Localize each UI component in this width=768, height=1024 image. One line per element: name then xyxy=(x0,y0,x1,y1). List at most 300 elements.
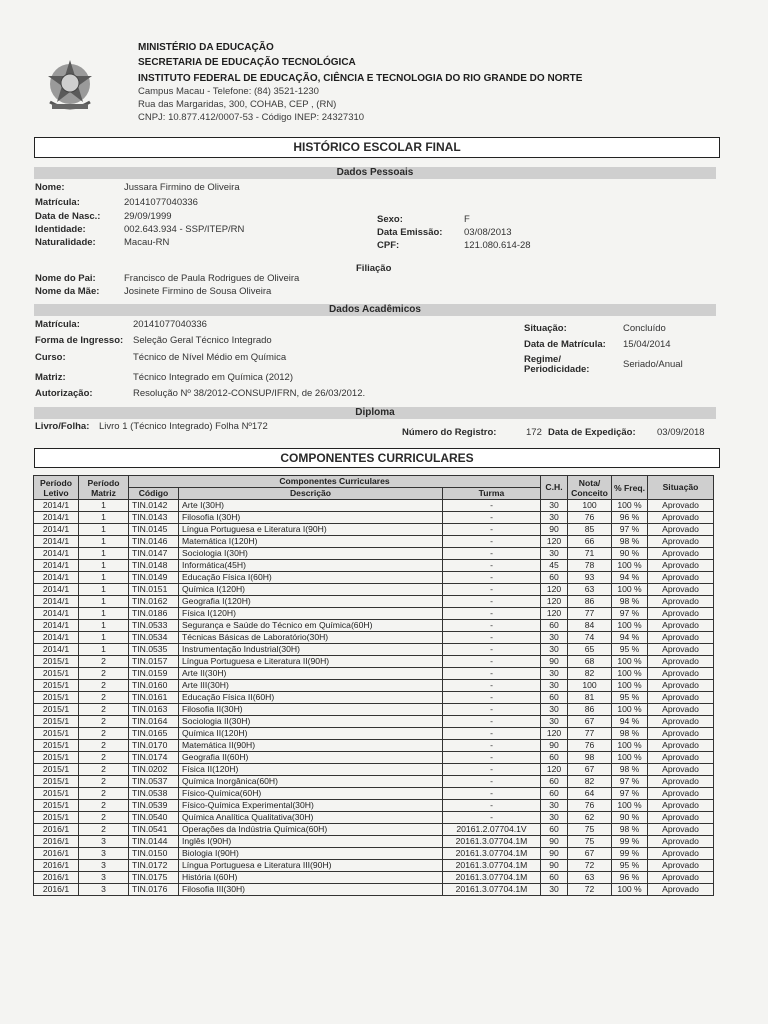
mother-label: Nome da Mãe: xyxy=(35,286,100,297)
turma-cell: - xyxy=(443,764,541,776)
descricao-cell: Técnicas Básicas de Laboratório(30H) xyxy=(179,632,443,644)
codigo-cell: TIN.0162 xyxy=(129,596,179,608)
situacao-cell: Aprovado xyxy=(648,836,714,848)
turma-cell: - xyxy=(443,740,541,752)
turma-cell: - xyxy=(443,572,541,584)
periodo-matriz-cell: 1 xyxy=(79,608,129,620)
table-row xyxy=(34,800,714,812)
entry-form-label: Forma de Ingresso: xyxy=(35,335,124,346)
nota-cell: 84 xyxy=(568,620,612,632)
nota-cell: 75 xyxy=(568,836,612,848)
table-row xyxy=(34,560,714,572)
codigo-cell: TIN.0202 xyxy=(129,764,179,776)
table-row xyxy=(34,752,714,764)
table-row xyxy=(34,524,714,536)
nota-cell: 62 xyxy=(568,812,612,824)
periodo-matriz-cell: 2 xyxy=(79,680,129,692)
periodo-matriz-cell: 2 xyxy=(79,692,129,704)
father-label: Nome do Pai: xyxy=(35,273,96,284)
codigo-cell: TIN.0157 xyxy=(129,656,179,668)
name-label: Nome: xyxy=(35,182,65,193)
table-row xyxy=(34,620,714,632)
periodo-letivo-cell: 2014/1 xyxy=(34,572,79,584)
codigo-cell: TIN.0144 xyxy=(129,836,179,848)
freq-cell: 98 % xyxy=(612,536,648,548)
naturality-value: Macau-RN xyxy=(124,237,170,248)
ch-cell: 60 xyxy=(541,572,568,584)
table-row xyxy=(34,692,714,704)
situacao-cell: Aprovado xyxy=(648,572,714,584)
table-row xyxy=(34,704,714,716)
turma-cell: - xyxy=(443,584,541,596)
periodo-matriz-cell: 2 xyxy=(79,776,129,788)
academic-registration-label: Matrícula: xyxy=(35,319,80,330)
periodo-letivo-cell: 2015/1 xyxy=(34,728,79,740)
freq-cell: 95 % xyxy=(612,692,648,704)
periodo-matriz-cell: 2 xyxy=(79,764,129,776)
ch-cell: 30 xyxy=(541,716,568,728)
campus-line: Campus Macau - Telefone: (84) 3521-1230 xyxy=(138,86,319,97)
freq-cell: 90 % xyxy=(612,548,648,560)
nota-cell: 67 xyxy=(568,848,612,860)
nota-cell: 75 xyxy=(568,824,612,836)
codigo-cell: TIN.0146 xyxy=(129,536,179,548)
turma-cell: 20161.3.07704.1M xyxy=(443,872,541,884)
codigo-cell: TIN.0170 xyxy=(129,740,179,752)
table-row xyxy=(34,788,714,800)
situacao-cell: Aprovado xyxy=(648,764,714,776)
descricao-cell: Sociologia I(30H) xyxy=(179,548,443,560)
regime-value: Seriado/Anual xyxy=(623,359,683,370)
situacao-cell: Aprovado xyxy=(648,656,714,668)
codigo-cell: TIN.0533 xyxy=(129,620,179,632)
periodo-letivo-cell: 2014/1 xyxy=(34,644,79,656)
periodo-letivo-cell: 2015/1 xyxy=(34,692,79,704)
freq-cell: 100 % xyxy=(612,704,648,716)
freq-cell: 100 % xyxy=(612,584,648,596)
turma-cell: - xyxy=(443,776,541,788)
nota-cell: 72 xyxy=(568,884,612,896)
descricao-cell: Química I(120H) xyxy=(179,584,443,596)
cpf-value: 121.080.614-28 xyxy=(464,240,531,251)
periodo-matriz-cell: 3 xyxy=(79,848,129,860)
freq-cell: 95 % xyxy=(612,644,648,656)
table-row xyxy=(34,740,714,752)
freq-cell: 99 % xyxy=(612,848,648,860)
sex-label: Sexo: xyxy=(377,214,403,225)
status-label: Situação: xyxy=(524,323,567,334)
table-row xyxy=(34,572,714,584)
codigo-cell: TIN.0535 xyxy=(129,644,179,656)
freq-cell: 94 % xyxy=(612,572,648,584)
header-ch: C.H. xyxy=(541,476,568,500)
nota-cell: 77 xyxy=(568,608,612,620)
personal-data-band: Dados Pessoais xyxy=(34,167,716,179)
periodo-letivo-cell: 2015/1 xyxy=(34,668,79,680)
codigo-cell: TIN.0186 xyxy=(129,608,179,620)
situacao-cell: Aprovado xyxy=(648,752,714,764)
status-value: Concluído xyxy=(623,323,666,334)
table-row xyxy=(34,776,714,788)
nota-cell: 63 xyxy=(568,584,612,596)
turma-cell: - xyxy=(443,524,541,536)
situacao-cell: Aprovado xyxy=(648,704,714,716)
registration-label: Matrícula: xyxy=(35,197,80,208)
situacao-cell: Aprovado xyxy=(648,644,714,656)
table-row xyxy=(34,608,714,620)
diploma-band: Diploma xyxy=(34,407,716,419)
nota-cell: 82 xyxy=(568,776,612,788)
codigo-cell: TIN.0163 xyxy=(129,704,179,716)
freq-cell: 100 % xyxy=(612,884,648,896)
table-row xyxy=(34,836,714,848)
ch-cell: 30 xyxy=(541,548,568,560)
codigo-cell: TIN.0534 xyxy=(129,632,179,644)
registry-number-value: 172 xyxy=(526,427,542,438)
table-row xyxy=(34,728,714,740)
situacao-cell: Aprovado xyxy=(648,536,714,548)
freq-cell: 100 % xyxy=(612,668,648,680)
ch-cell: 60 xyxy=(541,872,568,884)
freq-cell: 100 % xyxy=(612,752,648,764)
periodo-matriz-cell: 2 xyxy=(79,716,129,728)
codigo-cell: TIN.0147 xyxy=(129,548,179,560)
nota-cell: 78 xyxy=(568,560,612,572)
ch-cell: 30 xyxy=(541,644,568,656)
nota-cell: 64 xyxy=(568,788,612,800)
table-row xyxy=(34,860,714,872)
periodo-matriz-cell: 1 xyxy=(79,596,129,608)
ch-cell: 60 xyxy=(541,752,568,764)
periodo-letivo-cell: 2014/1 xyxy=(34,524,79,536)
periodo-letivo-cell: 2014/1 xyxy=(34,500,79,512)
table-row xyxy=(34,632,714,644)
table-row xyxy=(34,644,714,656)
turma-cell: 20161.3.07704.1M xyxy=(443,860,541,872)
codigo-cell: TIN.0175 xyxy=(129,872,179,884)
situacao-cell: Aprovado xyxy=(648,548,714,560)
address-line: Rua das Margaridas, 300, COHAB, CEP , (RN) xyxy=(138,99,337,110)
periodo-letivo-cell: 2016/1 xyxy=(34,836,79,848)
periodo-letivo-cell: 2015/1 xyxy=(34,776,79,788)
periodicity-label: Periodicidade: xyxy=(524,364,590,375)
periodo-letivo-cell: 2016/1 xyxy=(34,884,79,896)
academic-registration-value: 20141077040336 xyxy=(133,319,207,330)
turma-cell: - xyxy=(443,812,541,824)
periodo-letivo-cell: 2015/1 xyxy=(34,800,79,812)
freq-cell: 100 % xyxy=(612,500,648,512)
periodo-matriz-cell: 2 xyxy=(79,752,129,764)
periodo-letivo-cell: 2015/1 xyxy=(34,656,79,668)
name-value: Jussara Firmino de Oliveira xyxy=(124,182,240,193)
periodo-matriz-cell: 1 xyxy=(79,560,129,572)
periodo-letivo-cell: 2016/1 xyxy=(34,824,79,836)
codigo-cell: TIN.0537 xyxy=(129,776,179,788)
periodo-matriz-cell: 1 xyxy=(79,572,129,584)
situacao-cell: Aprovado xyxy=(648,884,714,896)
periodo-letivo-cell: 2014/1 xyxy=(34,584,79,596)
periodo-letivo-cell: 2016/1 xyxy=(34,848,79,860)
matrix-value: Técnico Integrado em Química (2012) xyxy=(133,372,293,383)
book-value: Livro 1 (Técnico Integrado) Folha Nº172 xyxy=(99,421,268,432)
table-row xyxy=(34,512,714,524)
ch-cell: 30 xyxy=(541,704,568,716)
table-row xyxy=(34,764,714,776)
book-label: Livro/Folha: xyxy=(35,421,90,432)
nota-cell: 72 xyxy=(568,860,612,872)
descricao-cell: Arte II(30H) xyxy=(179,668,443,680)
cpf-label: CPF: xyxy=(377,240,400,251)
birth-value: 29/09/1999 xyxy=(124,211,172,222)
registration-value: 20141077040336 xyxy=(124,197,198,208)
freq-cell: 97 % xyxy=(612,608,648,620)
table-row xyxy=(34,656,714,668)
situacao-cell: Aprovado xyxy=(648,584,714,596)
freq-cell: 97 % xyxy=(612,524,648,536)
freq-cell: 100 % xyxy=(612,656,648,668)
identity-label: Identidade: xyxy=(35,224,86,235)
issue-date-label: Data Emissão: xyxy=(377,227,443,238)
mother-value: Josinete Firmino de Sousa Oliveira xyxy=(124,286,272,297)
turma-cell: 20161.2.07704.1V xyxy=(443,824,541,836)
periodo-letivo-cell: 2015/1 xyxy=(34,704,79,716)
course-value: Técnico de Nível Médio em Química xyxy=(133,352,287,363)
ch-cell: 90 xyxy=(541,740,568,752)
authorization-value: Resolução Nº 38/2012-CONSUP/IFRN, de 26/03/2012. xyxy=(133,388,366,399)
periodo-matriz-cell: 2 xyxy=(79,704,129,716)
codigo-cell: TIN.0164 xyxy=(129,716,179,728)
descricao-cell: Arte III(30H) xyxy=(179,680,443,692)
codigo-cell: TIN.0161 xyxy=(129,692,179,704)
freq-cell: 96 % xyxy=(612,512,648,524)
periodo-matriz-cell: 1 xyxy=(79,500,129,512)
turma-cell: - xyxy=(443,500,541,512)
nota-cell: 82 xyxy=(568,668,612,680)
cnpj-line: CNPJ: 10.877.412/0007-53 - Código INEP: 24327310 xyxy=(138,112,365,123)
ch-cell: 90 xyxy=(541,836,568,848)
periodo-letivo-cell: 2015/1 xyxy=(34,680,79,692)
descricao-cell: Educação Física I(60H) xyxy=(179,572,443,584)
periodo-letivo-cell: 2015/1 xyxy=(34,812,79,824)
nota-cell: 81 xyxy=(568,692,612,704)
situacao-cell: Aprovado xyxy=(648,608,714,620)
academic-data-band: Dados Acadêmicos xyxy=(34,304,716,316)
turma-cell: - xyxy=(443,680,541,692)
descricao-cell: Matemática I(120H) xyxy=(179,536,443,548)
nota-cell: 86 xyxy=(568,704,612,716)
situacao-cell: Aprovado xyxy=(648,716,714,728)
registration-date-value: 15/04/2014 xyxy=(623,339,671,350)
codigo-cell: TIN.0142 xyxy=(129,500,179,512)
descricao-cell: Filosofia III(30H) xyxy=(179,884,443,896)
ch-cell: 30 xyxy=(541,500,568,512)
secretariat-title: SECRETARIA DE EDUCAÇÃO TECNOLÓGICA xyxy=(138,57,356,68)
situacao-cell: Aprovado xyxy=(648,788,714,800)
turma-cell: - xyxy=(443,548,541,560)
table-row xyxy=(34,500,714,512)
descricao-cell: Língua Portuguesa e Literatura I(90H) xyxy=(179,524,443,536)
codigo-cell: TIN.0165 xyxy=(129,728,179,740)
descricao-cell: Segurança e Saúde do Técnico em Química(60H) xyxy=(179,620,443,632)
institute-title: INSTITUTO FEDERAL DE EDUCAÇÃO, CIÊNCIA E TECNOLOGIA DO RIO GRANDE DO NORTE xyxy=(138,73,583,84)
nota-cell: 65 xyxy=(568,644,612,656)
descricao-cell: Informática(45H) xyxy=(179,560,443,572)
ch-cell: 45 xyxy=(541,560,568,572)
nota-cell: 76 xyxy=(568,512,612,524)
situacao-cell: Aprovado xyxy=(648,872,714,884)
turma-cell: - xyxy=(443,596,541,608)
components-title: COMPONENTES CURRICULARES xyxy=(34,448,720,468)
matrix-label: Matriz: xyxy=(35,372,66,383)
periodo-letivo-cell: 2014/1 xyxy=(34,512,79,524)
periodo-letivo-cell: 2015/1 xyxy=(34,716,79,728)
freq-cell: 100 % xyxy=(612,680,648,692)
descricao-cell: Biologia I(90H) xyxy=(179,848,443,860)
ch-cell: 120 xyxy=(541,584,568,596)
turma-cell: - xyxy=(443,512,541,524)
ch-cell: 90 xyxy=(541,656,568,668)
turma-cell: - xyxy=(443,644,541,656)
situacao-cell: Aprovado xyxy=(648,692,714,704)
nota-cell: 86 xyxy=(568,596,612,608)
ch-cell: 90 xyxy=(541,524,568,536)
turma-cell: - xyxy=(443,656,541,668)
nota-cell: 67 xyxy=(568,716,612,728)
descricao-cell: Língua Portuguesa e Literatura III(90H) xyxy=(179,860,443,872)
descricao-cell: Filosofia I(30H) xyxy=(179,512,443,524)
header-components-group: Componentes Curriculares xyxy=(129,476,541,488)
situacao-cell: Aprovado xyxy=(648,740,714,752)
periodo-letivo-cell: 2015/1 xyxy=(34,764,79,776)
ch-cell: 30 xyxy=(541,680,568,692)
codigo-cell: TIN.0160 xyxy=(129,680,179,692)
nota-cell: 98 xyxy=(568,752,612,764)
situacao-cell: Aprovado xyxy=(648,848,714,860)
codigo-cell: TIN.0174 xyxy=(129,752,179,764)
turma-cell: - xyxy=(443,704,541,716)
turma-cell: - xyxy=(443,560,541,572)
periodo-letivo-cell: 2015/1 xyxy=(34,752,79,764)
nota-cell: 71 xyxy=(568,548,612,560)
periodo-letivo-cell: 2016/1 xyxy=(34,872,79,884)
document-title: HISTÓRICO ESCOLAR FINAL xyxy=(34,137,720,158)
periodo-matriz-cell: 1 xyxy=(79,632,129,644)
descricao-cell: Arte I(30H) xyxy=(179,500,443,512)
descricao-cell: Física I(120H) xyxy=(179,608,443,620)
freq-cell: 97 % xyxy=(612,776,648,788)
situacao-cell: Aprovado xyxy=(648,728,714,740)
periodo-matriz-cell: 3 xyxy=(79,836,129,848)
ch-cell: 90 xyxy=(541,848,568,860)
header-codigo: Código xyxy=(129,488,179,500)
freq-cell: 98 % xyxy=(612,824,648,836)
nota-cell: 63 xyxy=(568,872,612,884)
nota-cell: 76 xyxy=(568,740,612,752)
freq-cell: 100 % xyxy=(612,560,648,572)
freq-cell: 99 % xyxy=(612,836,648,848)
entry-form-value: Seleção Geral Técnico Integrado xyxy=(133,335,272,346)
descricao-cell: Química Inorgânica(60H) xyxy=(179,776,443,788)
turma-cell: - xyxy=(443,716,541,728)
descricao-cell: Filosofia II(30H) xyxy=(179,704,443,716)
situacao-cell: Aprovado xyxy=(648,512,714,524)
periodo-matriz-cell: 1 xyxy=(79,512,129,524)
nota-cell: 76 xyxy=(568,800,612,812)
turma-cell: - xyxy=(443,608,541,620)
freq-cell: 100 % xyxy=(612,800,648,812)
codigo-cell: TIN.0149 xyxy=(129,572,179,584)
periodo-letivo-cell: 2014/1 xyxy=(34,536,79,548)
ch-cell: 60 xyxy=(541,620,568,632)
ch-cell: 30 xyxy=(541,884,568,896)
table-row xyxy=(34,824,714,836)
table-row xyxy=(34,584,714,596)
turma-cell: - xyxy=(443,692,541,704)
nota-cell: 100 xyxy=(568,680,612,692)
header-periodo-letivo: Período Letivo xyxy=(34,476,79,500)
turma-cell: - xyxy=(443,620,541,632)
situacao-cell: Aprovado xyxy=(648,560,714,572)
codigo-cell: TIN.0151 xyxy=(129,584,179,596)
freq-cell: 98 % xyxy=(612,596,648,608)
ch-cell: 30 xyxy=(541,800,568,812)
table-row xyxy=(34,668,714,680)
nota-cell: 93 xyxy=(568,572,612,584)
descricao-cell: Física II(120H) xyxy=(179,764,443,776)
nota-cell: 74 xyxy=(568,632,612,644)
grades-table xyxy=(33,475,714,896)
situacao-cell: Aprovado xyxy=(648,596,714,608)
periodo-letivo-cell: 2014/1 xyxy=(34,620,79,632)
situacao-cell: Aprovado xyxy=(648,776,714,788)
periodo-matriz-cell: 3 xyxy=(79,884,129,896)
freq-cell: 94 % xyxy=(612,632,648,644)
codigo-cell: TIN.0148 xyxy=(129,560,179,572)
turma-cell: - xyxy=(443,728,541,740)
periodo-matriz-cell: 1 xyxy=(79,584,129,596)
ch-cell: 60 xyxy=(541,824,568,836)
periodo-letivo-cell: 2014/1 xyxy=(34,632,79,644)
nota-cell: 68 xyxy=(568,656,612,668)
periodo-matriz-cell: 2 xyxy=(79,656,129,668)
periodo-matriz-cell: 2 xyxy=(79,788,129,800)
freq-cell: 94 % xyxy=(612,716,648,728)
situacao-cell: Aprovado xyxy=(648,632,714,644)
table-row xyxy=(34,812,714,824)
table-row xyxy=(34,536,714,548)
ch-cell: 120 xyxy=(541,596,568,608)
freq-cell: 97 % xyxy=(612,788,648,800)
freq-cell: 100 % xyxy=(612,740,648,752)
periodo-matriz-cell: 2 xyxy=(79,728,129,740)
freq-cell: 90 % xyxy=(612,812,648,824)
descricao-cell: História I(60H) xyxy=(179,872,443,884)
periodo-letivo-cell: 2014/1 xyxy=(34,560,79,572)
descricao-cell: Físico-Química(60H) xyxy=(179,788,443,800)
situacao-cell: Aprovado xyxy=(648,668,714,680)
nota-cell: 77 xyxy=(568,728,612,740)
table-row xyxy=(34,872,714,884)
course-label: Curso: xyxy=(35,352,66,363)
descricao-cell: Geografia II(60H) xyxy=(179,752,443,764)
registration-date-label: Data de Matrícula: xyxy=(524,339,606,350)
periodo-matriz-cell: 1 xyxy=(79,644,129,656)
descricao-cell: Matemática II(90H) xyxy=(179,740,443,752)
descricao-cell: Educação Física II(60H) xyxy=(179,692,443,704)
codigo-cell: TIN.0143 xyxy=(129,512,179,524)
turma-cell: - xyxy=(443,536,541,548)
ch-cell: 90 xyxy=(541,860,568,872)
